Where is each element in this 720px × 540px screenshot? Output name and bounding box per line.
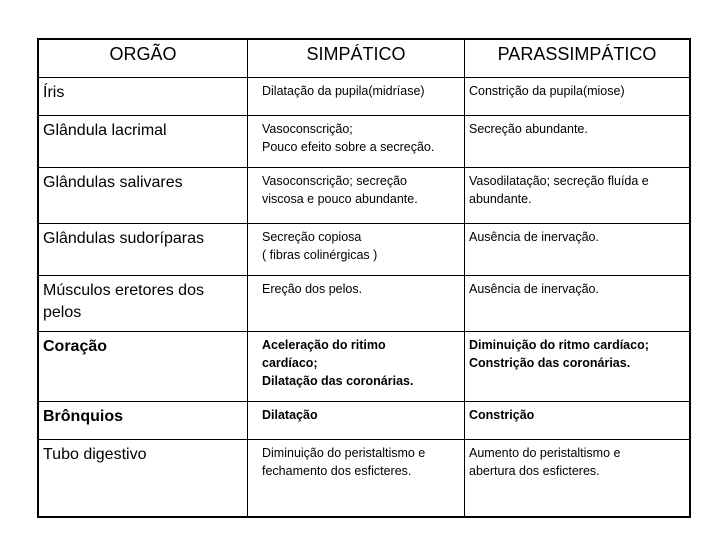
table-row [38, 401, 690, 439]
cell-text-line: Íris [43, 83, 65, 101]
table-row [38, 167, 690, 223]
cell-text-line: viscosa e pouco abundante. [262, 191, 418, 206]
table-row [38, 115, 690, 167]
organ-cell [38, 77, 248, 115]
cell-text-line: Constrição das coronárias. [469, 355, 631, 370]
cell-text-line: fechamento dos esficteres. [262, 463, 412, 478]
cell-text-line: Vasoconscrição; [262, 121, 353, 136]
sympathetic-cell [248, 331, 465, 401]
cell-text-line: Diminuição do peristaltismo e [262, 445, 426, 460]
organ-cell [38, 331, 248, 401]
sympathetic-cell [248, 223, 465, 275]
parasympathetic-cell [465, 331, 691, 401]
cell-text-line: Vasoconscrição; secreção [262, 173, 407, 188]
parasympathetic-cell [465, 115, 691, 167]
parasympathetic-cell [465, 275, 691, 331]
cell-text-line: Brônquios [43, 407, 123, 425]
sympathetic-cell [248, 439, 465, 517]
header-row [38, 39, 690, 77]
cell-text-line: abertura dos esficteres. [469, 463, 600, 478]
cell-text-line: Dilatação [262, 407, 318, 422]
cell-text-line: cardíaco; [262, 355, 318, 370]
table-body [38, 77, 690, 517]
cell-text-line: Aumento do peristaltismo e [469, 445, 621, 460]
table-row [38, 275, 690, 331]
cell-text-line: Coração [43, 337, 108, 355]
cell-text-line: Glândulas sudoríparas [43, 229, 204, 247]
cell-text-line: Secreção copiosa [262, 229, 362, 244]
header-sympathetic: SIMPÁTICO [248, 39, 465, 77]
parasympathetic-cell [465, 439, 691, 517]
parasympathetic-cell [465, 401, 691, 439]
cell-text-line: Glândula lacrimal [43, 121, 167, 139]
cell-text-line: Ausência de inervação. [469, 281, 599, 296]
cell-text-line: abundante. [469, 191, 532, 206]
header-parasympathetic: PARASSIMPÁTICO [465, 39, 691, 77]
parasympathetic-cell [465, 167, 691, 223]
organ-cell [38, 439, 248, 517]
sympathetic-cell [248, 77, 465, 115]
cell-text-line: pelos [43, 303, 82, 321]
cell-text-line: Ausência de inervação. [469, 229, 599, 244]
cell-text-line: Dilatação das coronárias. [262, 373, 414, 388]
sympathetic-cell [248, 167, 465, 223]
cell-text-line: Diminuição do ritmo cardíaco; [469, 337, 649, 352]
sympathetic-cell [248, 115, 465, 167]
cell-text-line: Pouco efeito sobre a secreção. [262, 139, 435, 154]
cell-text-line: Constrição da pupila(miose) [469, 83, 625, 98]
cell-text-line: Glândulas salivares [43, 173, 183, 191]
cell-text-line: Ereção dos pelos. [262, 281, 363, 296]
sympathetic-cell [248, 275, 465, 331]
parasympathetic-cell [465, 77, 691, 115]
organ-cell [38, 115, 248, 167]
table-row [38, 439, 690, 517]
table-row [38, 223, 690, 275]
comparison-table [37, 38, 691, 518]
table-row [38, 331, 690, 401]
cell-text-line: Dilatação da pupila(midríase) [262, 83, 425, 98]
cell-text-line: ( fibras colinérgicas ) [262, 247, 378, 262]
cell-text-line: Tubo digestivo [43, 445, 147, 463]
cell-text-line: Constrição [469, 407, 535, 422]
sympathetic-cell [248, 401, 465, 439]
header-organ: ORGÃO [38, 39, 248, 77]
organ-cell [38, 275, 248, 331]
cell-text-line: Aceleração do ritimo [262, 337, 386, 352]
organ-cell [38, 401, 248, 439]
parasympathetic-cell [465, 223, 691, 275]
organ-cell [38, 167, 248, 223]
cell-text-line: Vasodilatação; secreção fluída e [469, 173, 649, 188]
table-row [38, 77, 690, 115]
organ-cell [38, 223, 248, 275]
cell-text-line: Secreção abundante. [469, 121, 588, 136]
cell-text-line: Músculos eretores dos [43, 281, 204, 299]
